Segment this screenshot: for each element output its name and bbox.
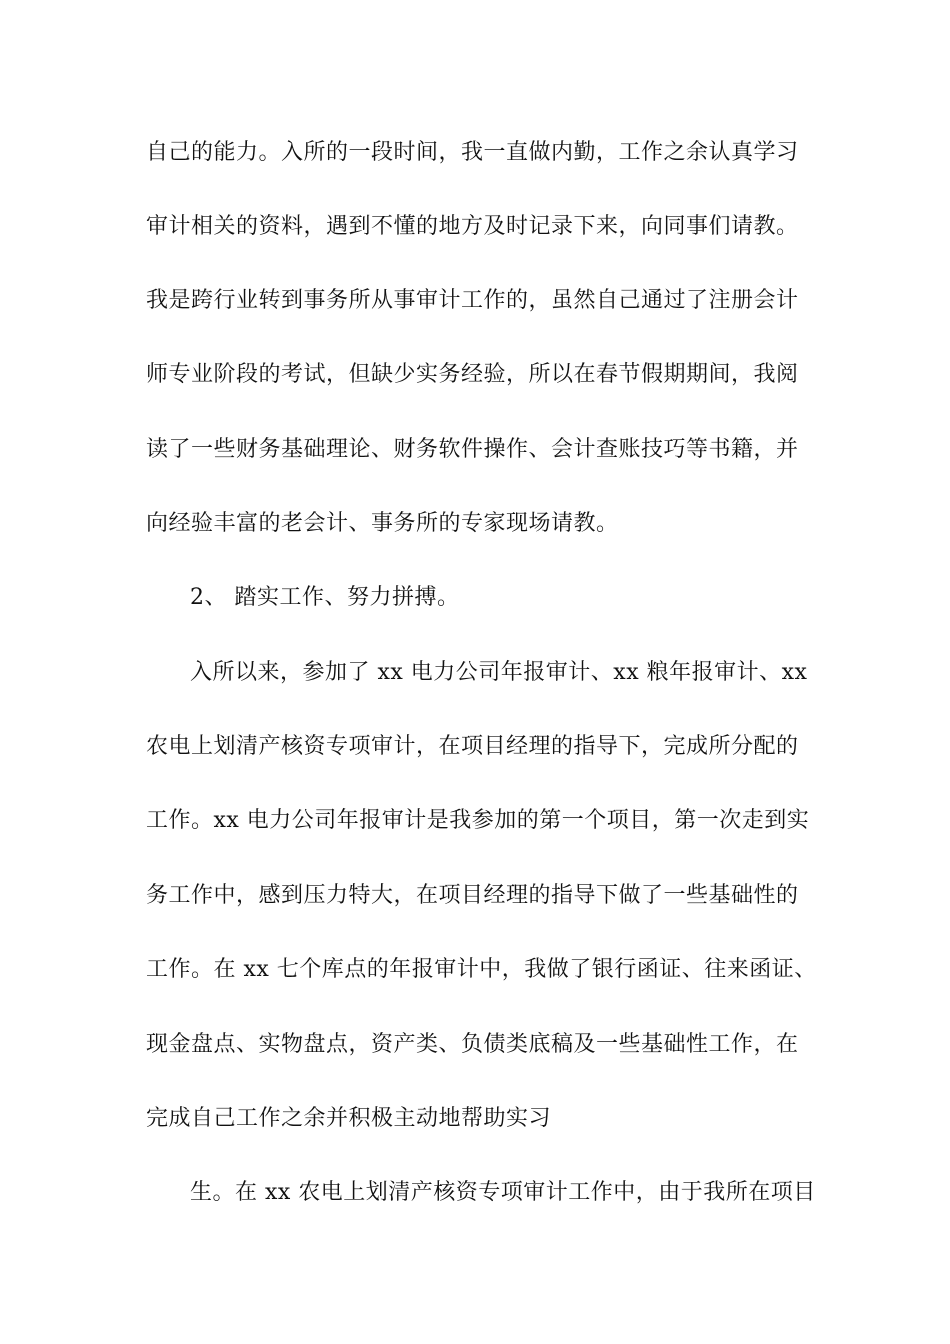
paragraph-line: 工作。xx 电力公司年报审计是我参加的第一个项目，第一次走到实 [146, 808, 810, 833]
paragraph-line: 生。在 xx 农电上划清产核资专项审计工作中，由于我所在项目 [190, 1180, 816, 1205]
paragraph-line: 向经验丰富的老会计、事务所的专家现场请教。 [146, 511, 619, 536]
paragraph-line: 现金盘点、实物盘点，资产类、负债类底稿及一些基础性工作，在 [146, 1032, 799, 1057]
paragraph-line: 工作。在 xx 七个库点的年报审计中，我做了银行函证、往来函证、 [146, 957, 817, 982]
paragraph-line: 自己的能力。入所的一段时间，我一直做内勤，工作之余认真学习 [146, 140, 799, 165]
section-heading: 2、 踏实工作、努力拼搏。 [190, 585, 460, 610]
paragraph-line: 完成自己工作之余并积极主动地帮助实习 [146, 1106, 552, 1131]
paragraph-line: 入所以来，参加了 xx 电力公司年报审计、xx 粮年报审计、xx [190, 660, 808, 685]
paragraph-line: 务工作中，感到压力特大，在项目经理的指导下做了一些基础性的 [146, 883, 799, 908]
paragraph-line: 农电上划清产核资专项审计，在项目经理的指导下，完成所分配的 [146, 734, 799, 759]
paragraph-line: 我是跨行业转到事务所从事审计工作的，虽然自己通过了注册会计 [146, 288, 799, 313]
paragraph-line: 师专业阶段的考试，但缺少实务经验，所以在春节假期期间，我阅 [146, 362, 799, 387]
paragraph-line: 审计相关的资料，遇到不懂的地方及时记录下来，向同事们请教。 [146, 214, 799, 239]
paragraph-line: 读了一些财务基础理论、财务软件操作、会计查账技巧等书籍，并 [146, 437, 799, 462]
